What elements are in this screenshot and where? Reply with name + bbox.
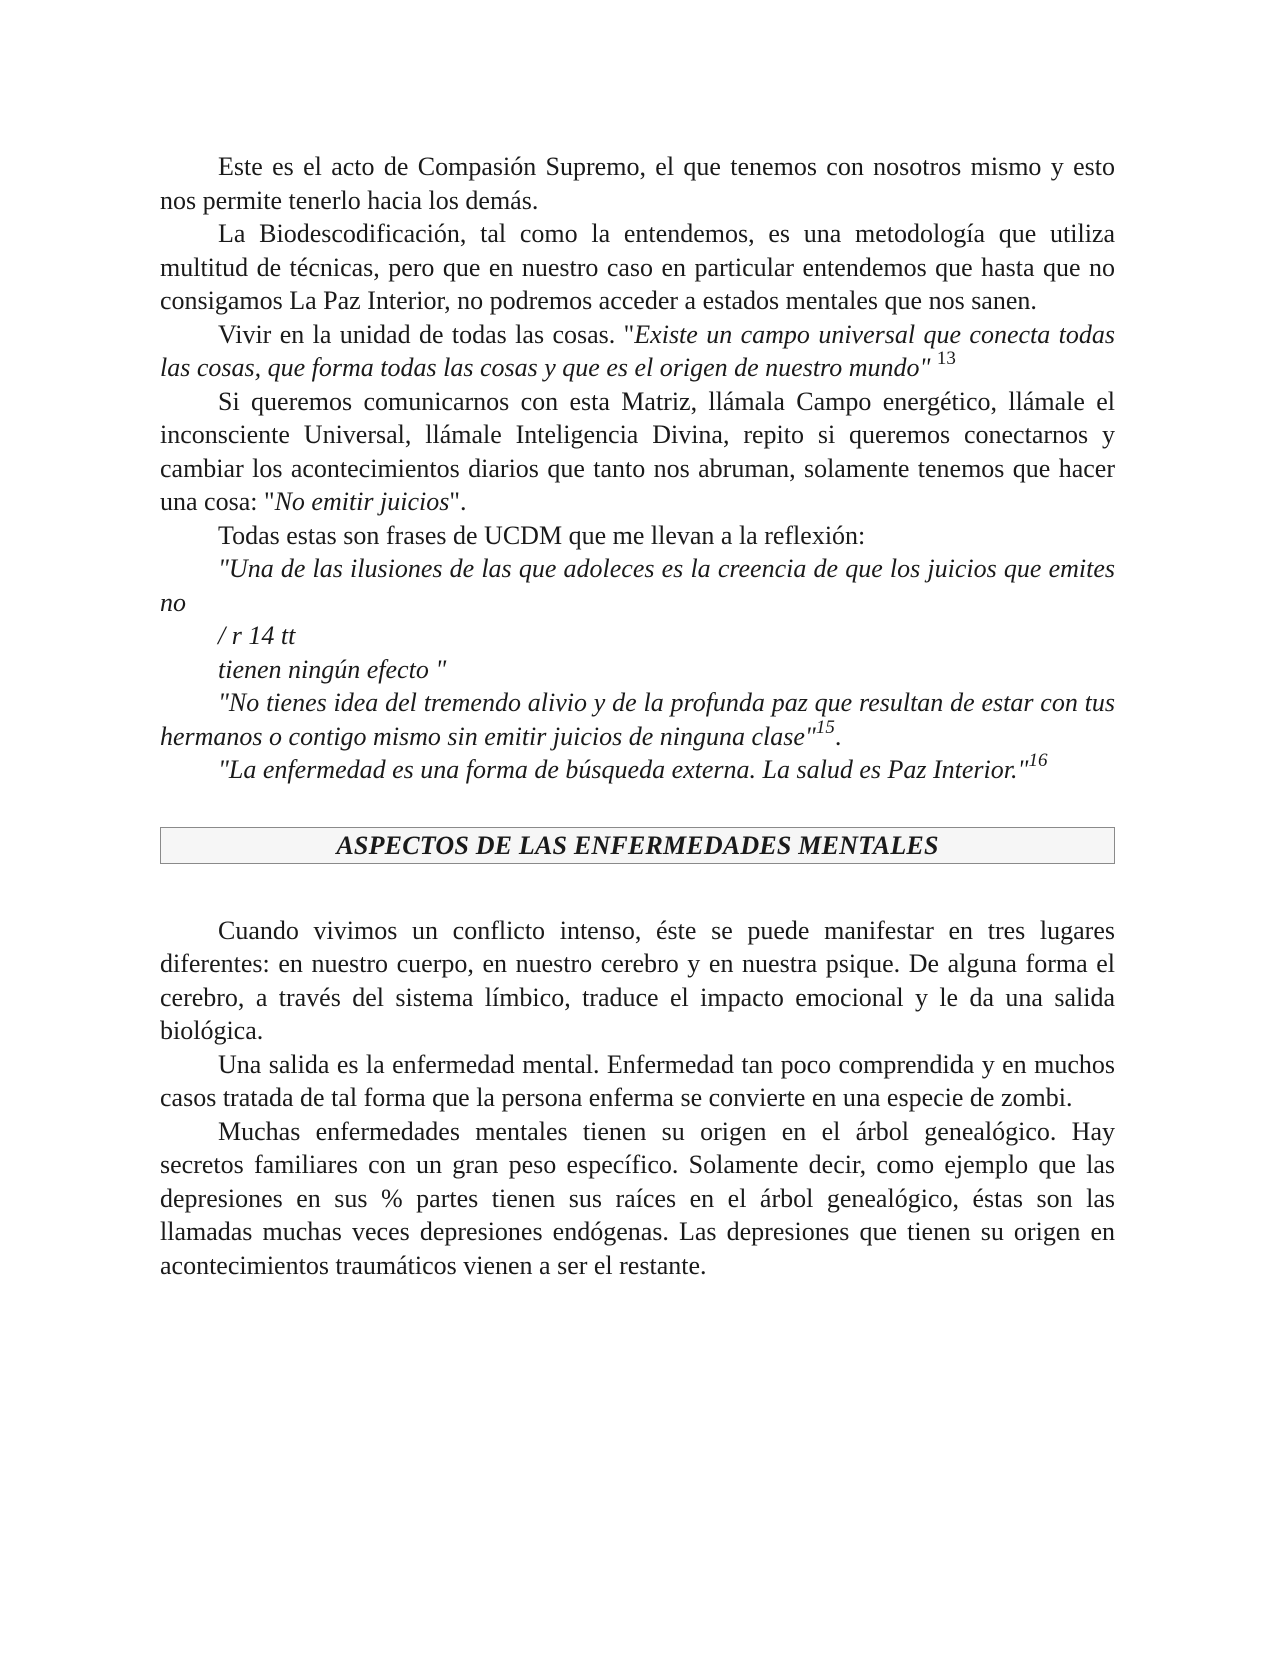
paragraph-text: Muchas enfermedades mentales tienen su origen en el árbol genealógico. Hay secretos familiares con un gran peso específico. Solamente decir, como ejemplo que las depresiones en sus % partes tienen sus raíces en el árbol genealógico, éstas son las llamadas muchas veces depresiones endógenas. Las depresiones que tienen su origen en acontecimientos traumáticos vienen a ser el restante. bbox=[160, 1116, 1115, 1280]
paragraph-text: Si queremos comunicarnos con esta Matriz, llámala Campo energético, llámale el inconsciente Universal, llámale Inteligencia Divina, repito si queremos conectarnos y cambiar los acontecimientos diarios que tanto nos abruman, solamente tenemos que hacer una cosa: " bbox=[160, 386, 1115, 516]
paragraph-text: . bbox=[834, 721, 842, 751]
quote-text: "No tienes idea del tremendo alivio y de la profunda paz que resultan de estar con tus hermanos o contigo mismo sin emitir juicios de ninguna clase" bbox=[160, 688, 1115, 751]
paragraph-text: Cuando vivimos un conflicto intenso, éste se puede manifestar en tres lugares diferentes: en nuestro cuerpo, en nuestro cerebro y en nuestra psique. De alguna forma el cerebro, a través del sistema límbico, traduce el impacto emocional y le da una salida biológica. bbox=[160, 915, 1115, 1045]
quote-text: tienen ningún efecto " bbox=[218, 654, 447, 684]
paragraph-biodescodificacion bbox=[160, 217, 1115, 318]
quote-ilusiones bbox=[160, 552, 1115, 619]
paragraph-text: ". bbox=[449, 487, 467, 516]
section-heading: ASPECTOS DE LAS ENFERMEDADES MENTALES bbox=[160, 827, 1115, 864]
paragraph-text: Este es el acto de Compasión Supremo, el que tenemos con nosotros mismo y esto nos permite tenerlo hacia los demás. bbox=[160, 152, 1115, 215]
paragraph-ucdm bbox=[160, 519, 1115, 553]
paragraph-unidad bbox=[160, 318, 1115, 385]
quote-ilusiones-line2 bbox=[160, 619, 1115, 653]
paragraph-text: Vivir en la unidad de todas las cosas. " bbox=[218, 319, 635, 349]
quote-enfermedad bbox=[160, 750, 1115, 787]
quote-text: No emitir juicios bbox=[274, 487, 450, 516]
quote-text: "Una de las ilusiones de las que adoleces es la creencia de que los juicios que emites no bbox=[160, 554, 1115, 617]
paragraph-text: Una salida es la enfermedad mental. Enfermedad tan poco comprendida y en muchos casos tratada de tal forma que la persona enferma se convierte en una especie de zombi. bbox=[160, 1049, 1115, 1112]
paragraph-compasion bbox=[160, 150, 1115, 217]
footnote-ref-15: 15 bbox=[815, 716, 835, 738]
paragraph-text: La Biodescodificación, tal como la entendemos, es una metodología que utiliza multitud de técnicas, pero que en nuestro caso en particular entendemos que hasta que no consigamos La Paz Interior, no podremos acceder a estados mentales que nos sanen. bbox=[160, 219, 1115, 315]
paragraph-salida bbox=[160, 1048, 1115, 1115]
paragraph-matriz bbox=[160, 385, 1115, 519]
quote-text: Existe un campo universal que conecta todas las cosas, que forma todas las cosas y que es el origen de nuestro mundo" bbox=[160, 319, 1116, 382]
quote-alivio bbox=[160, 686, 1115, 753]
paragraph-arbol bbox=[160, 1115, 1115, 1283]
document-page bbox=[160, 150, 1115, 1282]
quote-text: "La enfermedad es una forma de búsqueda externa. La salud es Paz Interior." bbox=[218, 755, 1029, 784]
paragraph-text: Todas estas son frases de UCDM que me llevan a la reflexión: bbox=[218, 520, 866, 550]
quote-text: / r 14 tt bbox=[218, 621, 296, 650]
footnote-ref-13: 13 bbox=[936, 348, 956, 370]
paragraph-conflicto bbox=[160, 914, 1115, 1048]
footnote-ref-16: 16 bbox=[1028, 750, 1048, 772]
quote-ilusiones-line3 bbox=[160, 653, 1115, 687]
